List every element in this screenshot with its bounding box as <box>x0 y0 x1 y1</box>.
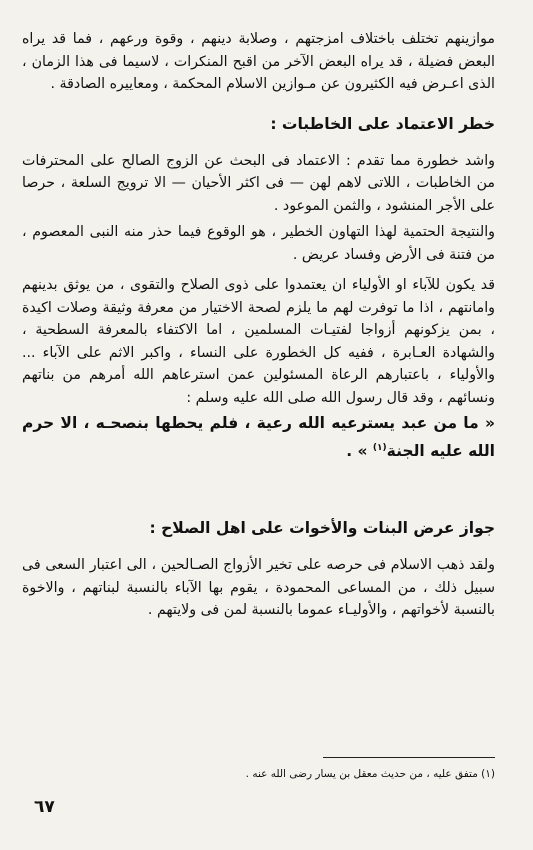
hadith-text: « ما من عبد يسترعيه الله رعية ، فلم يحطها بنصحـه ، الا حرم الله عليه الجنة <box>22 414 495 461</box>
hadith-quote <box>22 411 495 464</box>
footnote: (١) متفق عليه ، من حديث معقل بن يسار رضى الله عنه . <box>245 768 495 780</box>
paragraph-matchmakers-danger: واشد خطورة مما تقدم : الاعتماد فى البحث عن الزوج الصالح على المحترفات من الخاطبات ، اللاتى لاهم لهن — فى اكثر الأحيان — الا ترويج السلعة ، حرصا على الأجر المنشود ، والثمن الموعود . <box>22 152 495 214</box>
page-number: ٦٧ <box>34 797 55 817</box>
hadith-footnote-ref: (١) <box>372 443 387 453</box>
footnote-divider <box>323 757 495 758</box>
hadith-end: » . <box>346 442 373 461</box>
section-heading-offering-daughters: جواز عرض البنات والأخوات على اهل الصلاح : <box>149 519 495 538</box>
paragraph-consequence: والنتيجة الحتمية لهذا التهاون الخطير ، هو الوقوع فيما حذر منه النبى المعصوم ، من فتنة فى الأرض وفساد عريض . <box>22 224 495 263</box>
paragraph-offering: ولقد ذهب الاسلام فى حرصه على تخير الأزواج الصـالحين ، الى اعتبار السعى فى سبيل ذلك ، من المساعى المحمودة ، يقوم بها الآباء بالنسبة لبناتهم ، والاخوة بالنسبة لأخواتهم ، والأوليـاء عموما بالنسبة لمن فى ولايتهم . <box>22 557 495 619</box>
paragraph-guardians: قد يكون للآباء او الأولياء ان يعتمدوا على ذوى الصلاح والتقوى ، من يوثق بدينهم وامانتهم ، اذا ما توفرت لهم ما يلزم لصحة الاختيار من معرفة وثيقة وصلات اكيدة ، بمن يزكونهم أزواجا لفتيـات المسلمين ، اما الاكتفاء بالمعرفة السطحية ، والشهادة العـابرة ، ففيه كل الخطورة على النساء ، واكبر الاثم على الآباء ... والأولياء ، باعتبارهم الرعاة المسئولين عمن استرعاهم الله أمرهم من بناتهم ونسائهم ، وقد قال رسول الله صلى الله عليه وسلم : <box>22 277 495 406</box>
section-heading-matchmakers: خطر الاعتماد على الخاطبات : <box>270 114 495 133</box>
paragraph-intro: موازينهم تختلف باختلاف امزجتهم ، وصلابة دينهم ، وقوة ورعهم ، فما قد يراه البعض فضيلة ، قد يراه البعض الآخر من اقبح المنكرات ، لاسيما فى هذا الزمان ، الذى اعـرض فيه الكثيرون عن مـوازين الاسلام المحكمة ، ومعاييره الصادقة . <box>22 31 495 92</box>
